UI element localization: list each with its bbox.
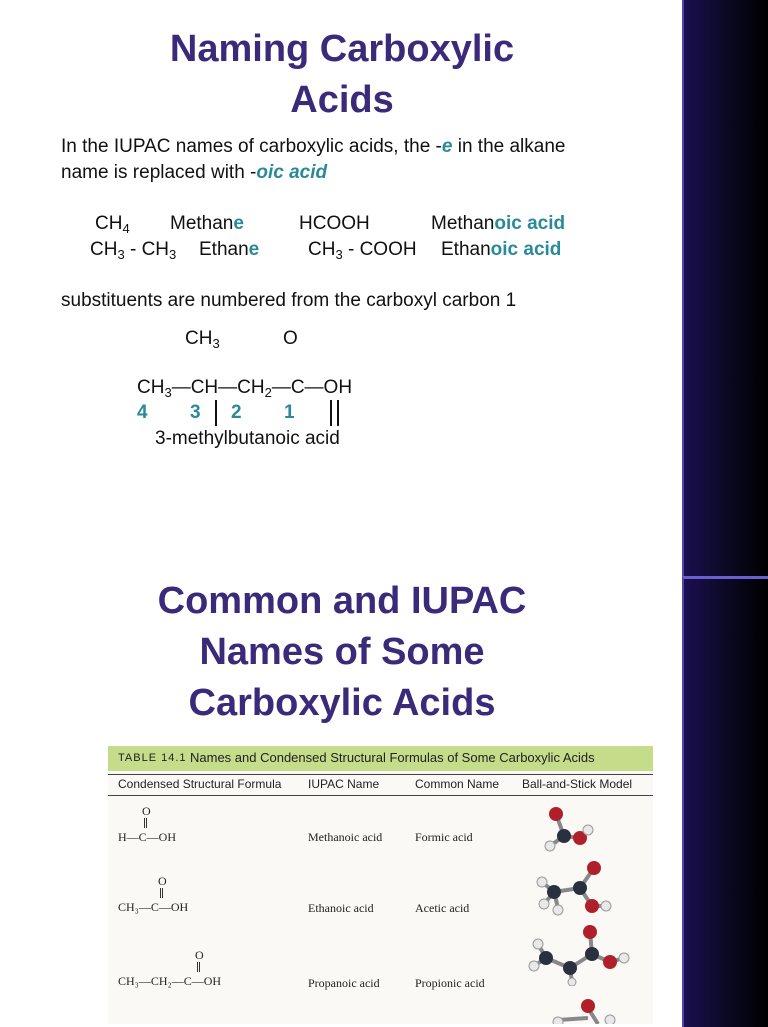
formula-methane <box>95 211 130 237</box>
name-methane <box>170 211 244 237</box>
branch-methyl <box>185 326 220 352</box>
double-bond <box>144 818 147 828</box>
formula-acetic <box>308 237 417 263</box>
acetic-acid-model <box>528 860 638 922</box>
common-name: Formic acid <box>415 830 473 844</box>
next-acid-model-partial <box>538 998 638 1024</box>
substituents-text: substituents are numbered from the carboxyl carbon 1 <box>61 290 517 311</box>
subscript: 3 <box>212 336 220 351</box>
name-text: Methan <box>431 213 495 234</box>
subscript: 3 <box>164 385 172 400</box>
slide-sidebar <box>682 0 768 576</box>
formic-acid-model <box>528 800 618 862</box>
double-bond <box>197 962 200 972</box>
column-header-model: Ball-and-Stick Model <box>522 777 633 791</box>
title-line-2: Names of Some <box>199 631 485 673</box>
double-bond-left <box>330 400 332 426</box>
suffix: oic acid <box>494 213 566 234</box>
formula-text: CH <box>308 239 336 260</box>
subscript: 3 <box>169 247 177 262</box>
oxygen-label: O <box>158 874 167 888</box>
oxygen-label: O <box>195 948 204 962</box>
slide-sidebar <box>682 576 768 1027</box>
formula-formic: H—C—OH <box>118 830 177 844</box>
formula-text: CH <box>90 239 118 260</box>
formula-propionic: CH₃—CH₂—C—OH <box>118 974 222 988</box>
common-name: Acetic acid <box>415 901 470 915</box>
suffix: oic acid <box>490 239 562 260</box>
title-line-1: Common and IUPAC <box>157 580 527 622</box>
suffix: e <box>248 239 260 260</box>
table-caption-text: Names and Condensed Structural Formulas of Some Carboxylic Acids <box>190 750 595 765</box>
suffix-oic-acid: oic acid <box>256 162 328 183</box>
subscript: 3 <box>335 247 343 262</box>
intro-line-2 <box>61 160 327 186</box>
carbon-number-2: 2 <box>231 402 242 423</box>
iupac-name: Ethanoic acid <box>308 901 374 915</box>
suffix-e: e <box>441 136 453 157</box>
formula-text: - COOH <box>342 239 417 260</box>
table-caption <box>108 746 653 771</box>
carboxylic-acids-table <box>108 746 653 1024</box>
slide-title <box>0 576 684 729</box>
column-header-iupac: IUPAC Name <box>308 777 380 791</box>
formula-ethane <box>90 237 176 263</box>
name-text: Ethan <box>441 239 491 260</box>
formula-text: —C—OH <box>271 377 353 398</box>
formula-text: CH <box>137 377 165 398</box>
branch-bond <box>215 400 217 426</box>
intro-text-2: in the alkane <box>452 136 566 157</box>
name-text: Methan <box>170 213 234 234</box>
name-text: Ethan <box>199 239 249 260</box>
formula-text: CH <box>185 328 213 349</box>
double-bond-right <box>337 400 339 426</box>
suffix: e <box>233 213 244 234</box>
carbon-number-1: 1 <box>284 402 295 423</box>
title-line-2: Acids <box>290 79 394 121</box>
formula-hcooh: HCOOH <box>299 213 370 234</box>
slide-title <box>0 24 684 126</box>
table-label: TABLE 14.1 <box>118 752 187 764</box>
common-name: Propionic acid <box>415 976 485 990</box>
compound-name: 3-methylbutanoic acid <box>155 428 340 449</box>
title-line-1: Naming Carboxylic <box>169 28 515 70</box>
subscript: 3 <box>117 247 125 262</box>
formula-text: CH <box>95 213 123 234</box>
oxygen-label: O <box>283 328 298 349</box>
carbon-number-3: 3 <box>190 402 201 423</box>
slide-naming-carboxylic-acids <box>0 0 684 576</box>
slide-common-iupac-names <box>0 576 684 1024</box>
formula-text: - CH <box>124 239 170 260</box>
iupac-name: Methanoic acid <box>308 830 383 844</box>
oxygen-label: O <box>142 804 151 818</box>
intro-text: In the IUPAC names of carboxylic acids, the - <box>61 136 442 157</box>
subscript: 2 <box>264 385 272 400</box>
name-methanoic-acid <box>431 211 565 237</box>
main-chain <box>137 375 352 401</box>
header-rule-bottom <box>108 795 653 796</box>
intro-text-3: name is replaced with - <box>61 162 257 183</box>
column-header-common: Common Name <box>415 777 500 791</box>
subscript: 4 <box>122 221 130 236</box>
iupac-name: Propanoic acid <box>308 976 380 990</box>
name-ethanoic-acid <box>441 237 561 263</box>
formula-acetic: CH₃—C—OH <box>118 900 189 914</box>
column-header-formula: Condensed Structural Formula <box>118 777 282 791</box>
name-ethane <box>199 237 259 263</box>
propionic-acid-model <box>528 922 648 986</box>
title-line-3: Carboxylic Acids <box>188 682 496 724</box>
intro-line-1 <box>61 134 565 160</box>
formula-text: —CH—CH <box>171 377 265 398</box>
double-bond <box>160 888 163 898</box>
header-rule-top <box>108 774 653 775</box>
carbon-number-4: 4 <box>137 402 148 423</box>
